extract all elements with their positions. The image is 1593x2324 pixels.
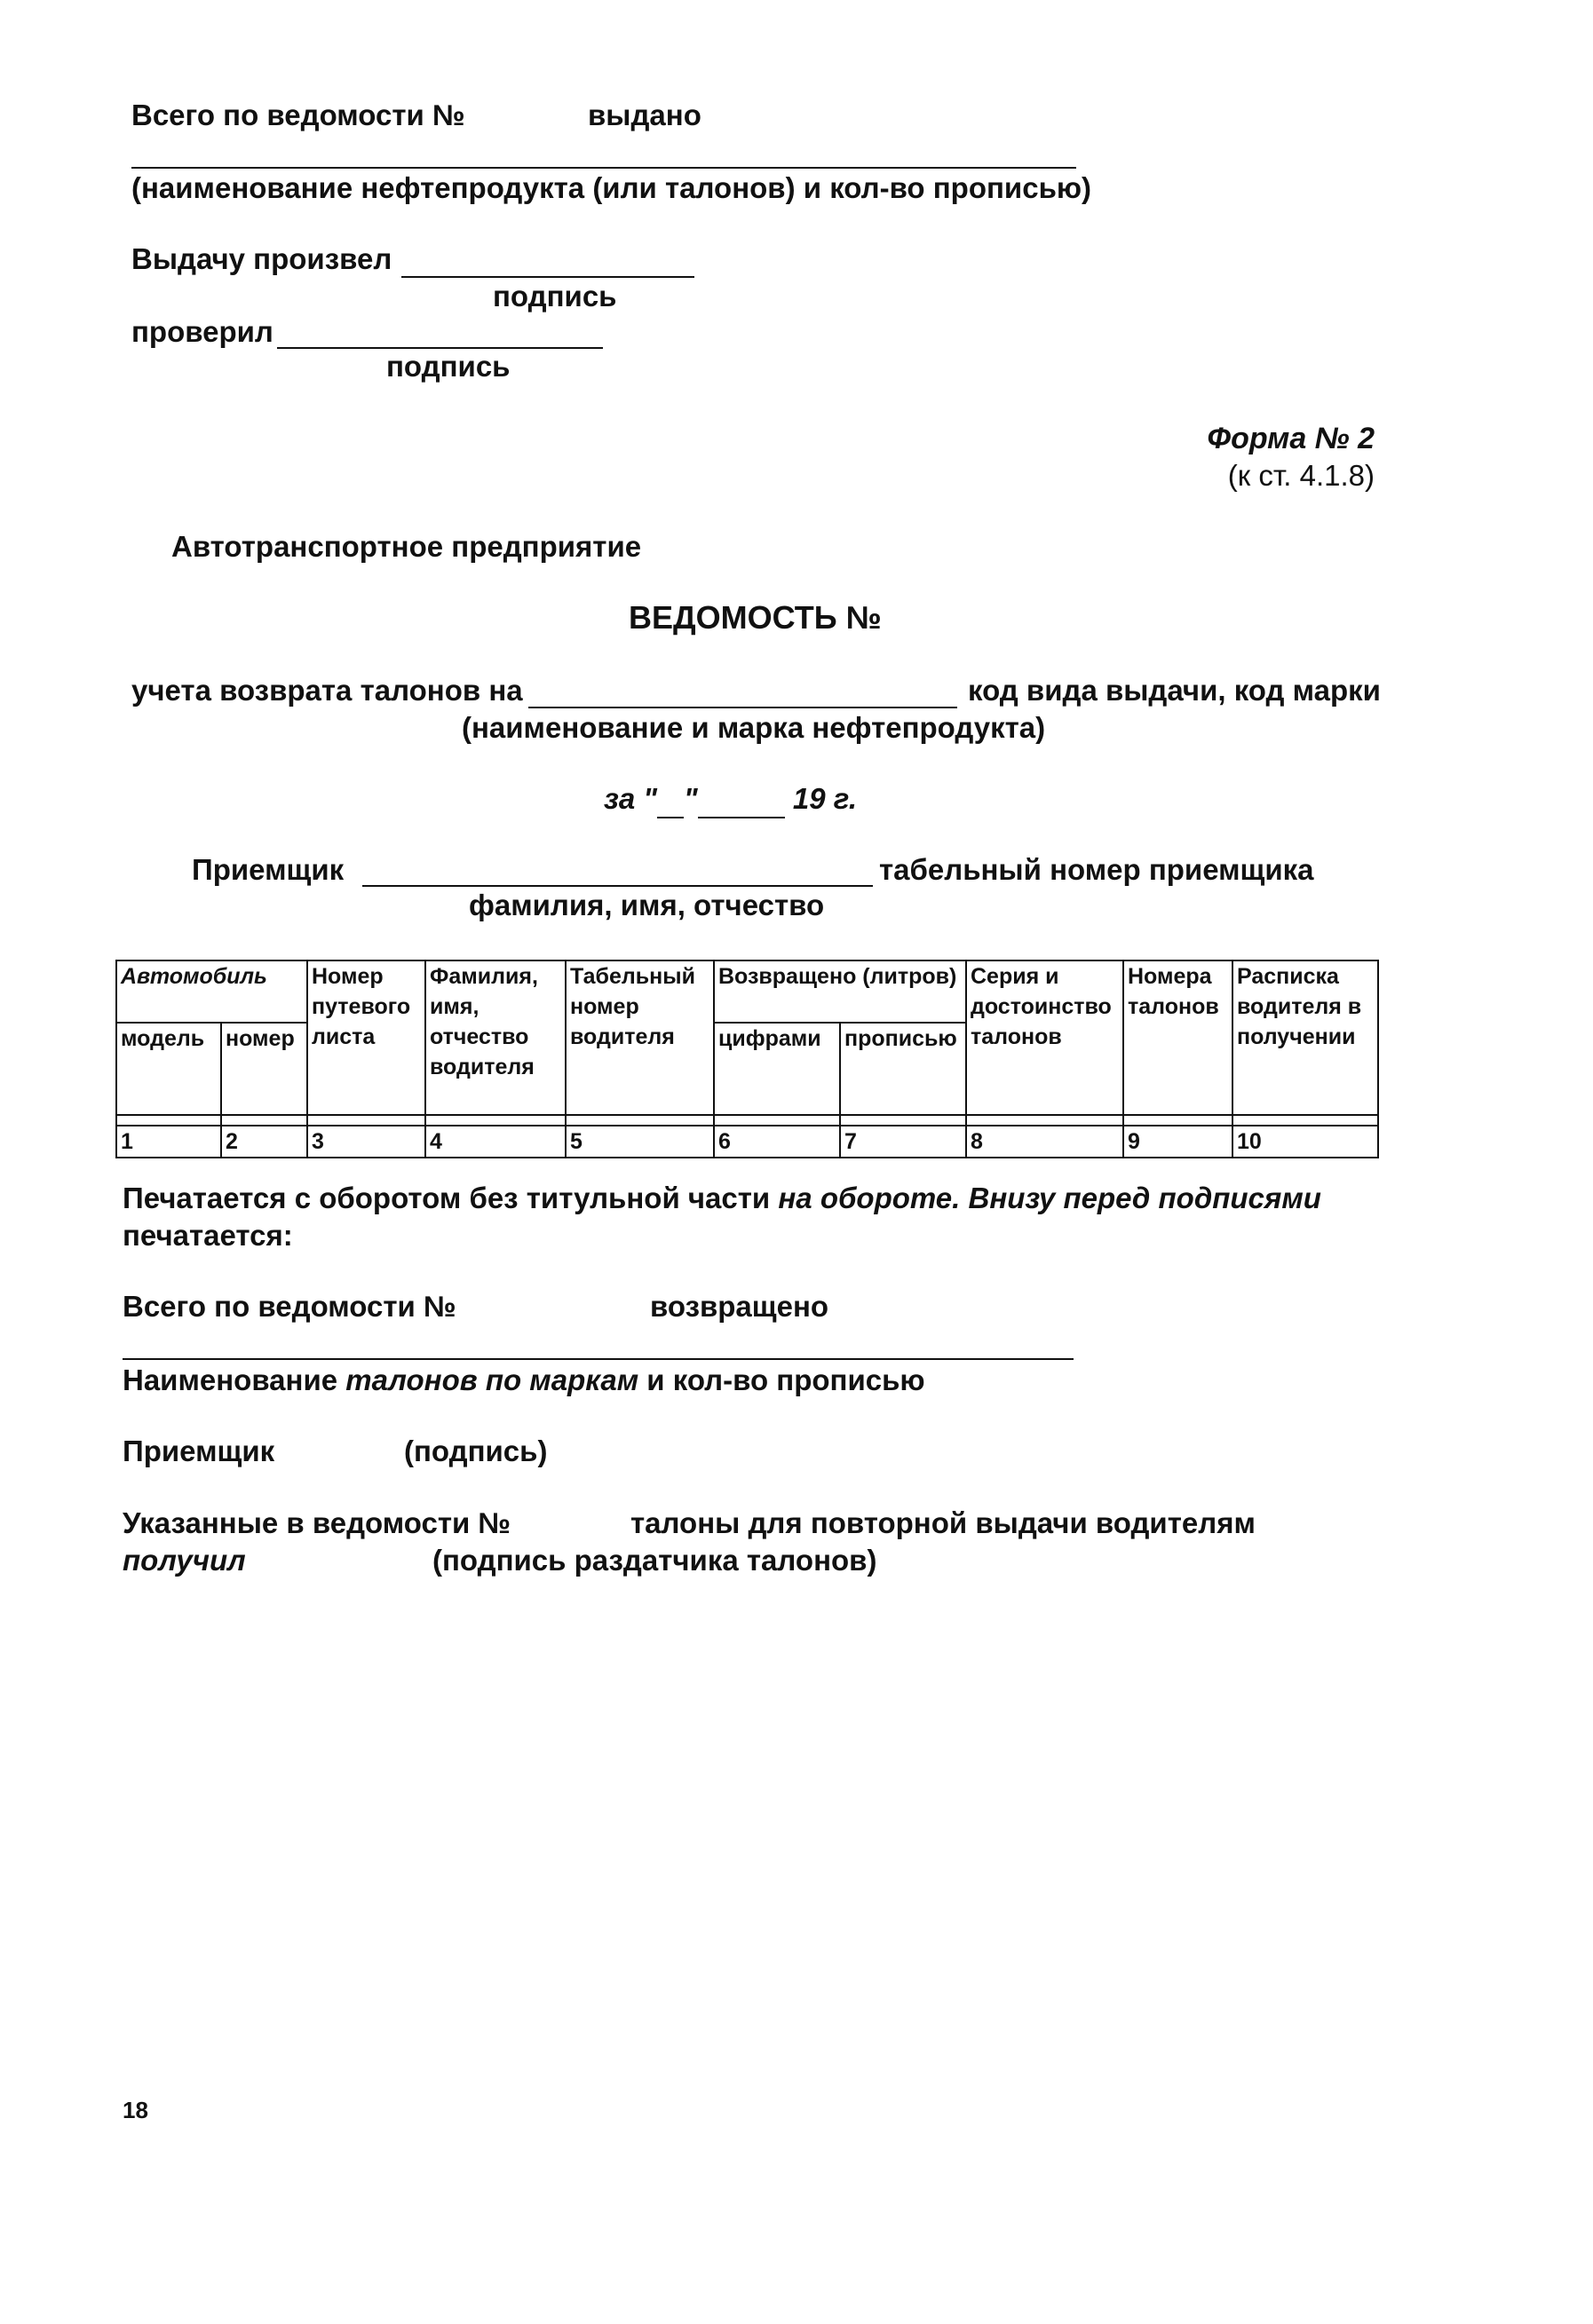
gap-cell: [566, 1115, 714, 1126]
checked-label: проверил: [131, 315, 273, 348]
print-note-line2: печатается:: [123, 1219, 293, 1252]
signature-caption-1: подпись: [493, 280, 617, 312]
returned-name-caption: [123, 1363, 925, 1398]
column-number: 3: [307, 1126, 425, 1158]
day-blank[interactable]: [657, 781, 684, 818]
column-number: 1: [116, 1126, 221, 1158]
issued-by-label: Выдачу произвел: [131, 242, 392, 275]
issued-label: выдано: [588, 99, 701, 131]
gap-cell: [221, 1115, 307, 1126]
enterprise-label: Автотранспортное предприятие: [171, 530, 642, 563]
print-note-plain: Печатается с оборотом без титульной части: [123, 1182, 779, 1214]
gap-cell: [714, 1115, 840, 1126]
article-ref: (к ст. 4.1.8): [1227, 459, 1375, 492]
indicated-label: Указанные в ведомости №: [123, 1506, 511, 1539]
date-za: за ": [604, 782, 658, 815]
subtitle-prefix: [131, 673, 523, 708]
print-note-italic: на обороте. Внизу перед подписями: [778, 1182, 1321, 1214]
total-label-bottom: Всего по ведомости №: [123, 1290, 456, 1323]
distributor-sign: (подпись раздатчика талонов): [432, 1544, 877, 1577]
gap-cell: [425, 1115, 566, 1126]
header-number: номер: [221, 1023, 307, 1115]
issued-name-caption: (наименование нефтепродукта (или талонов) и кол-во прописью): [131, 171, 1092, 204]
header-returned: Возвращено (литров): [714, 960, 966, 1023]
column-number: 6: [714, 1126, 840, 1158]
signature-caption-2: подпись: [386, 350, 511, 383]
column-number: 5: [566, 1126, 714, 1158]
page-number: 18: [123, 2097, 148, 2123]
issued-by-signature-line[interactable]: [401, 276, 694, 278]
product-name-line[interactable]: [528, 707, 957, 708]
header-series: Серия и достоинство талонов: [966, 960, 1123, 1115]
return-table: [115, 960, 1379, 1158]
subtitle-suffix: код вида выдачи, код марки: [968, 674, 1381, 707]
received-label: получил: [123, 1544, 246, 1577]
returned-caption-plain: Наименование: [123, 1364, 346, 1396]
header-words: прописью: [840, 1023, 966, 1115]
month-blank[interactable]: [698, 781, 785, 818]
form-number: Форма № 2: [1207, 422, 1375, 455]
gap-cell: [116, 1115, 221, 1126]
returned-name-line[interactable]: [123, 1358, 1074, 1360]
bottom-receiver-sign: (подпись): [404, 1435, 548, 1467]
header-coupon-numbers: Номера талонов: [1123, 960, 1232, 1115]
receiver-caption: фамилия, имя, отчество: [469, 889, 825, 921]
gap-cell: [1232, 1115, 1378, 1126]
returned-label: возвращено: [650, 1290, 829, 1323]
indicated-suffix: талоны для повторной выдачи водителям: [630, 1506, 1256, 1539]
receiver-label: Приемщик: [192, 853, 345, 886]
header-digits: цифрами: [714, 1023, 840, 1115]
bottom-receiver-label: Приемщик: [123, 1435, 275, 1467]
subtitle-prefix-text: учета возврата талонов на: [131, 674, 523, 707]
header-tab-no: Табельный номер водителя: [566, 960, 714, 1115]
date-quote: ": [684, 782, 698, 815]
returned-caption-rest: и кол-во прописью: [638, 1364, 925, 1396]
column-number: 9: [1123, 1126, 1232, 1158]
date-line: [604, 781, 857, 818]
gap-cell: [1123, 1115, 1232, 1126]
header-receipt: Расписка водителя в получении: [1232, 960, 1378, 1115]
print-note-line1: [123, 1181, 1321, 1216]
subtitle-caption: (наименование и марка нефтепродукта): [462, 711, 1046, 744]
column-number: 8: [966, 1126, 1123, 1158]
receiver-name-line[interactable]: [362, 885, 873, 887]
header-car: Автомобиль: [116, 960, 307, 1023]
gap-cell: [966, 1115, 1123, 1126]
issued-name-line[interactable]: [131, 167, 1076, 169]
header-model: модель: [116, 1023, 221, 1115]
column-number: 7: [840, 1126, 966, 1158]
date-year: 19 г.: [792, 782, 858, 815]
receiver-suffix: табельный номер приемщика: [879, 853, 1314, 886]
gap-cell: [307, 1115, 425, 1126]
header-fio: Фамилия, имя, отчество водителя: [425, 960, 566, 1115]
gap-cell: [840, 1115, 966, 1126]
column-number: 2: [221, 1126, 307, 1158]
header-waybill: Номер путевого листа: [307, 960, 425, 1115]
column-number: 4: [425, 1126, 566, 1158]
page-title: ВЕДОМОСТЬ №: [629, 599, 882, 636]
returned-caption-italic: талонов по маркам: [345, 1364, 639, 1396]
column-number: 10: [1232, 1126, 1378, 1158]
total-label-top: Всего по ведомости №: [131, 99, 465, 131]
